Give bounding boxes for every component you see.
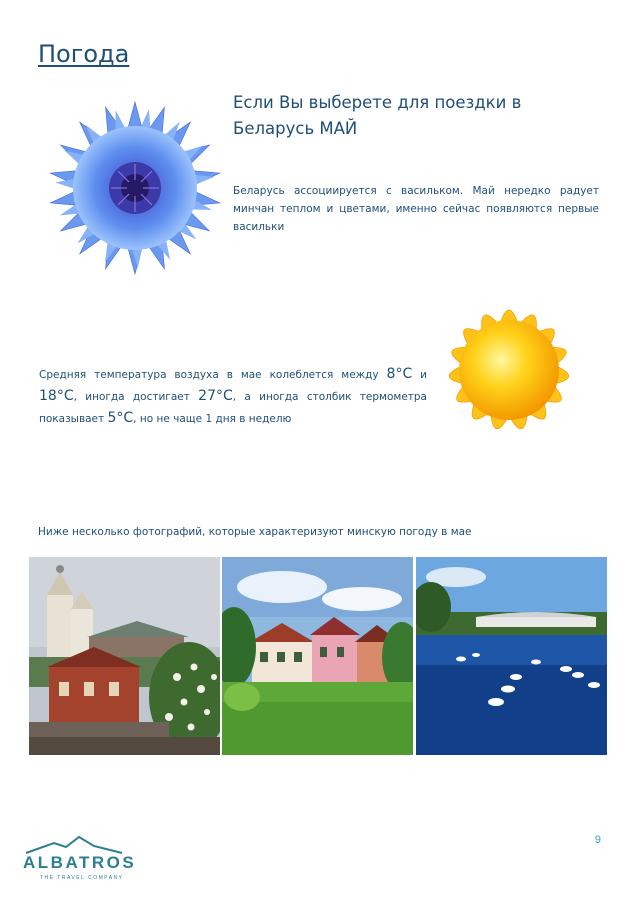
temp-value-min: 8°С [386,366,413,382]
logo-mountains-icon [24,835,124,855]
sun-image [440,296,578,442]
section-subtitle: Если Вы выберете для поездки в Беларусь МАЙ [233,93,522,138]
temp-text-2: и [412,369,427,381]
photo-lake-swans [416,557,607,755]
photos-caption: Ниже несколько фотографий, которые характеризуют минскую погоду в мае [38,526,472,538]
intro-paragraph: Беларусь ассоциируется с васильком. Май нередко радует минчан теплом и цветами, именно сейчас появляются первые васильки [233,185,599,233]
page-title: Погода [38,40,130,68]
temp-text-1: Средняя температура воздуха в мае колеблется между [39,369,387,381]
logo-tagline: THE TRAVEL COMPANY [40,875,124,881]
temp-value-low: 5°С [107,410,134,426]
cornflower-image [40,98,230,278]
temp-text-5: , но не чаще 1 дня в неделю [133,413,292,425]
page-number: 9 [594,834,601,846]
temp-value-max: 18°С [39,388,74,404]
photo-city-park [222,557,413,755]
temp-text-4: , а иногда столбик термометра показывает [39,391,427,425]
temp-value-peak: 27°С [198,388,233,404]
temperature-paragraph [39,364,427,430]
photo-old-town [29,557,220,755]
temp-text-3: , иногда достигает [73,391,199,403]
logo-wordmark: ALBATROS [23,853,137,872]
